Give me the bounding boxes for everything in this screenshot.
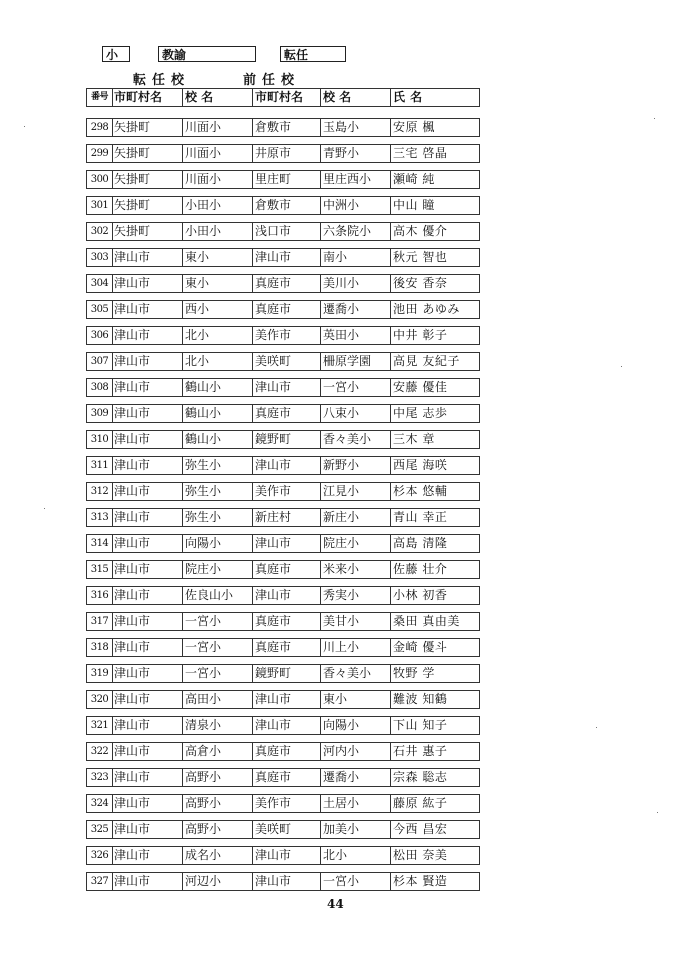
table-row: [86, 508, 480, 527]
cell-prev-city: 新庄村: [252, 509, 323, 526]
column-header-prev-city: 市町村名: [252, 89, 323, 106]
cell-school: 東小: [182, 275, 255, 292]
cell-prev-city: 真庭市: [252, 613, 323, 630]
cell-prev-city: 美作市: [252, 327, 323, 344]
scan-speck: [24, 126, 25, 127]
table-row: [86, 404, 480, 423]
cell-number: 310: [90, 434, 109, 445]
cell-city: 津山市: [112, 717, 184, 734]
cell-school: 小田小: [182, 197, 255, 214]
cell-name: 難波 知鶴: [390, 691, 482, 708]
cell-name: 秋元 智也: [390, 249, 482, 266]
cell-prev-city: 津山市: [252, 847, 323, 864]
cell-prev-city: 美咲町: [252, 821, 323, 838]
cell-school: 弥生小: [182, 457, 255, 474]
table-row: [86, 690, 480, 709]
cell-school: 弥生小: [182, 483, 255, 500]
table-row: [86, 560, 480, 579]
table-row: [86, 300, 480, 319]
cell-city: 津山市: [112, 639, 184, 656]
cell-prev-school: 新野小: [320, 457, 393, 474]
cell-name: 金崎 優斗: [390, 639, 482, 656]
cell-school: 高野小: [182, 795, 255, 812]
column-header-prev-school: 校 名: [320, 89, 393, 106]
scan-speck: [596, 727, 597, 728]
cell-number: 309: [90, 408, 109, 419]
cell-school: 北小: [182, 327, 255, 344]
cell-prev-city: 倉敷市: [252, 119, 323, 136]
cell-prev-school: 新庄小: [320, 509, 393, 526]
cell-city: 津山市: [112, 821, 184, 838]
cell-school: 成名小: [182, 847, 255, 864]
cell-name: 高島 清隆: [390, 535, 482, 552]
table-row: [86, 586, 480, 605]
cell-prev-city: 真庭市: [252, 275, 323, 292]
cell-prev-city: 美作市: [252, 483, 323, 500]
cell-prev-city: 津山市: [252, 717, 323, 734]
table-row: [86, 716, 480, 735]
cell-prev-school: 柵原学園: [320, 353, 393, 370]
level-box: 小: [102, 46, 130, 62]
cell-school: 清泉小: [182, 717, 255, 734]
cell-prev-city: 鏡野町: [252, 431, 323, 448]
cell-school: 川面小: [182, 171, 255, 188]
cell-city: 津山市: [112, 301, 184, 318]
cell-city: 津山市: [112, 431, 184, 448]
cell-name: 中山 瞳: [390, 197, 482, 214]
cell-school: 一宮小: [182, 613, 255, 630]
cell-prev-school: 土居小: [320, 795, 393, 812]
cell-city: 津山市: [112, 873, 184, 890]
cell-school: 川面小: [182, 119, 255, 136]
cell-name: 後安 香奈: [390, 275, 482, 292]
cell-school: 鶴山小: [182, 405, 255, 422]
cell-prev-school: 美川小: [320, 275, 393, 292]
cell-school: 鶴山小: [182, 431, 255, 448]
transfer-type-box: 転任: [280, 46, 346, 62]
cell-prev-school: 米来小: [320, 561, 393, 578]
cell-number: 316: [90, 590, 109, 601]
cell-school: 高野小: [182, 821, 255, 838]
cell-prev-school: 遷喬小: [320, 769, 393, 786]
cell-city: 津山市: [112, 535, 184, 552]
cell-prev-city: 真庭市: [252, 769, 323, 786]
cell-number: 301: [90, 200, 109, 211]
table-header-row: [86, 88, 480, 107]
cell-city: 矢掛町: [112, 197, 184, 214]
table-row: [86, 846, 480, 865]
cell-city: 津山市: [112, 743, 184, 760]
cell-number: 315: [90, 564, 109, 575]
cell-prev-city: 美作市: [252, 795, 323, 812]
table-row: [86, 768, 480, 787]
cell-name: 牧野 学: [390, 665, 482, 682]
cell-prev-school: 六条院小: [320, 223, 393, 240]
table-row: [86, 794, 480, 813]
cell-prev-city: 里庄町: [252, 171, 323, 188]
table-row: [86, 482, 480, 501]
cell-city: 津山市: [112, 691, 184, 708]
cell-prev-school: 遷喬小: [320, 301, 393, 318]
cell-prev-school: 美甘小: [320, 613, 393, 630]
cell-name: 小林 初香: [390, 587, 482, 604]
table-row: [86, 456, 480, 475]
table-row: [86, 820, 480, 839]
cell-city: 津山市: [112, 613, 184, 630]
cell-number: 318: [90, 642, 109, 653]
cell-prev-city: 津山市: [252, 873, 323, 890]
cell-school: 弥生小: [182, 509, 255, 526]
cell-prev-city: 真庭市: [252, 405, 323, 422]
cell-prev-school: 院庄小: [320, 535, 393, 552]
cell-prev-school: 青野小: [320, 145, 393, 162]
cell-number: 305: [90, 304, 109, 315]
cell-school: 一宮小: [182, 665, 255, 682]
cell-city: 津山市: [112, 249, 184, 266]
cell-prev-school: 香々美小: [320, 431, 393, 448]
cell-school: 北小: [182, 353, 255, 370]
cell-prev-school: 川上小: [320, 639, 393, 656]
cell-city: 矢掛町: [112, 145, 184, 162]
cell-name: 池田 あゆみ: [390, 301, 482, 318]
cell-number: 313: [90, 512, 109, 523]
cell-city: 津山市: [112, 483, 184, 500]
cell-city: 津山市: [112, 405, 184, 422]
scan-speck: [654, 118, 655, 119]
cell-number: 302: [90, 226, 109, 237]
column-header-city: 市町村名: [112, 89, 184, 106]
cell-number: 324: [90, 798, 109, 809]
cell-prev-city: 真庭市: [252, 639, 323, 656]
cell-city: 矢掛町: [112, 119, 184, 136]
cell-school: 高野小: [182, 769, 255, 786]
cell-prev-school: 向陽小: [320, 717, 393, 734]
cell-name: 中尾 志歩: [390, 405, 482, 422]
cell-name: 瀬崎 純: [390, 171, 482, 188]
table-row: [86, 378, 480, 397]
table-row: [86, 430, 480, 449]
cell-city: 津山市: [112, 847, 184, 864]
scan-speck: [657, 812, 658, 813]
cell-school: 向陽小: [182, 535, 255, 552]
table-row: [86, 664, 480, 683]
previous-school-heading: 前任校: [243, 73, 301, 88]
cell-number: 322: [90, 746, 109, 757]
table-row: [86, 118, 480, 137]
cell-city: 矢掛町: [112, 171, 184, 188]
column-header-school: 校 名: [182, 89, 255, 106]
table-row: [86, 170, 480, 189]
cell-school: 小田小: [182, 223, 255, 240]
cell-number: 306: [90, 330, 109, 341]
cell-school: 東小: [182, 249, 255, 266]
cell-school: 一宮小: [182, 639, 255, 656]
cell-prev-school: 玉島小: [320, 119, 393, 136]
cell-name: 杉本 悠輔: [390, 483, 482, 500]
cell-school: 河辺小: [182, 873, 255, 890]
cell-prev-school: 香々美小: [320, 665, 393, 682]
cell-name: 三木 章: [390, 431, 482, 448]
cell-number: 307: [90, 356, 109, 367]
cell-name: 西尾 海咲: [390, 457, 482, 474]
cell-prev-school: 南小: [320, 249, 393, 266]
cell-prev-city: 真庭市: [252, 743, 323, 760]
position-box: 教諭: [158, 46, 256, 62]
cell-prev-school: 八束小: [320, 405, 393, 422]
cell-school: 西小: [182, 301, 255, 318]
column-header-number: 番号: [90, 92, 108, 102]
cell-prev-city: 美咲町: [252, 353, 323, 370]
cell-number: 326: [90, 850, 109, 861]
cell-prev-school: 加美小: [320, 821, 393, 838]
cell-number: 319: [90, 668, 109, 679]
cell-prev-city: 鏡野町: [252, 665, 323, 682]
table-row: [86, 638, 480, 657]
table-row: [86, 196, 480, 215]
cell-prev-school: 河内小: [320, 743, 393, 760]
table-row: [86, 326, 480, 345]
cell-school: 佐良山小: [182, 587, 255, 604]
page-number: 44: [327, 897, 344, 911]
cell-number: 308: [90, 382, 109, 393]
cell-number: 299: [90, 148, 109, 159]
cell-prev-city: 津山市: [252, 535, 323, 552]
cell-city: 津山市: [112, 561, 184, 578]
cell-school: 院庄小: [182, 561, 255, 578]
cell-city: 津山市: [112, 353, 184, 370]
cell-number: 314: [90, 538, 109, 549]
cell-prev-school: 一宮小: [320, 379, 393, 396]
table-row: [86, 144, 480, 163]
cell-prev-school: 北小: [320, 847, 393, 864]
table-row: [86, 612, 480, 631]
table-row: [86, 274, 480, 293]
cell-number: 325: [90, 824, 109, 835]
cell-name: 松田 奈美: [390, 847, 482, 864]
cell-number: 321: [90, 720, 109, 731]
cell-name: 安原 楓: [390, 119, 482, 136]
cell-number: 300: [90, 174, 109, 185]
cell-city: 矢掛町: [112, 223, 184, 240]
table-row: [86, 872, 480, 891]
cell-prev-city: 津山市: [252, 691, 323, 708]
cell-name: 中井 彰子: [390, 327, 482, 344]
cell-school: 高田小: [182, 691, 255, 708]
cell-name: 杉本 賢造: [390, 873, 482, 890]
cell-city: 津山市: [112, 795, 184, 812]
cell-prev-city: 津山市: [252, 587, 323, 604]
cell-prev-city: 津山市: [252, 249, 323, 266]
cell-number: 303: [90, 252, 109, 263]
cell-number: 312: [90, 486, 109, 497]
cell-name: 三宅 啓晶: [390, 145, 482, 162]
table-row: [86, 222, 480, 241]
cell-prev-school: 里庄西小: [320, 171, 393, 188]
cell-city: 津山市: [112, 457, 184, 474]
cell-city: 津山市: [112, 379, 184, 396]
cell-name: 佐藤 壮介: [390, 561, 482, 578]
cell-city: 津山市: [112, 327, 184, 344]
cell-prev-city: 真庭市: [252, 301, 323, 318]
cell-prev-school: 英田小: [320, 327, 393, 344]
cell-number: 304: [90, 278, 109, 289]
scan-speck: [621, 366, 622, 367]
cell-name: 高見 友紀子: [390, 353, 482, 370]
cell-number: 327: [90, 876, 109, 887]
cell-number: 320: [90, 694, 109, 705]
cell-name: 青山 幸正: [390, 509, 482, 526]
cell-city: 津山市: [112, 769, 184, 786]
cell-number: 323: [90, 772, 109, 783]
cell-school: 鶴山小: [182, 379, 255, 396]
cell-prev-school: 中洲小: [320, 197, 393, 214]
cell-prev-city: 真庭市: [252, 561, 323, 578]
cell-prev-city: 倉敷市: [252, 197, 323, 214]
cell-name: 宗森 聡志: [390, 769, 482, 786]
cell-prev-school: 秀実小: [320, 587, 393, 604]
cell-name: 石井 惠子: [390, 743, 482, 760]
cell-name: 桑田 真由美: [390, 613, 482, 630]
cell-city: 津山市: [112, 275, 184, 292]
table-row: [86, 534, 480, 553]
column-header-name: 氏 名: [390, 89, 482, 106]
cell-name: 下山 知子: [390, 717, 482, 734]
cell-number: 298: [90, 122, 109, 133]
table-row: [86, 352, 480, 371]
cell-name: 藤原 紘子: [390, 795, 482, 812]
cell-prev-city: 浅口市: [252, 223, 323, 240]
cell-prev-city: 津山市: [252, 379, 323, 396]
table-row: [86, 248, 480, 267]
cell-prev-city: 津山市: [252, 457, 323, 474]
cell-city: 津山市: [112, 587, 184, 604]
cell-name: 安藤 優佳: [390, 379, 482, 396]
cell-name: 高木 優介: [390, 223, 482, 240]
cell-prev-school: 江見小: [320, 483, 393, 500]
cell-number: 317: [90, 616, 109, 627]
scan-speck: [44, 508, 45, 509]
cell-city: 津山市: [112, 509, 184, 526]
cell-school: 川面小: [182, 145, 255, 162]
cell-name: 今西 昌宏: [390, 821, 482, 838]
cell-prev-school: 東小: [320, 691, 393, 708]
cell-number: 311: [90, 460, 109, 471]
table-row: [86, 742, 480, 761]
cell-prev-city: 井原市: [252, 145, 323, 162]
cell-school: 高倉小: [182, 743, 255, 760]
new-school-heading: 転任校: [133, 73, 191, 88]
cell-city: 津山市: [112, 665, 184, 682]
cell-prev-school: 一宮小: [320, 873, 393, 890]
